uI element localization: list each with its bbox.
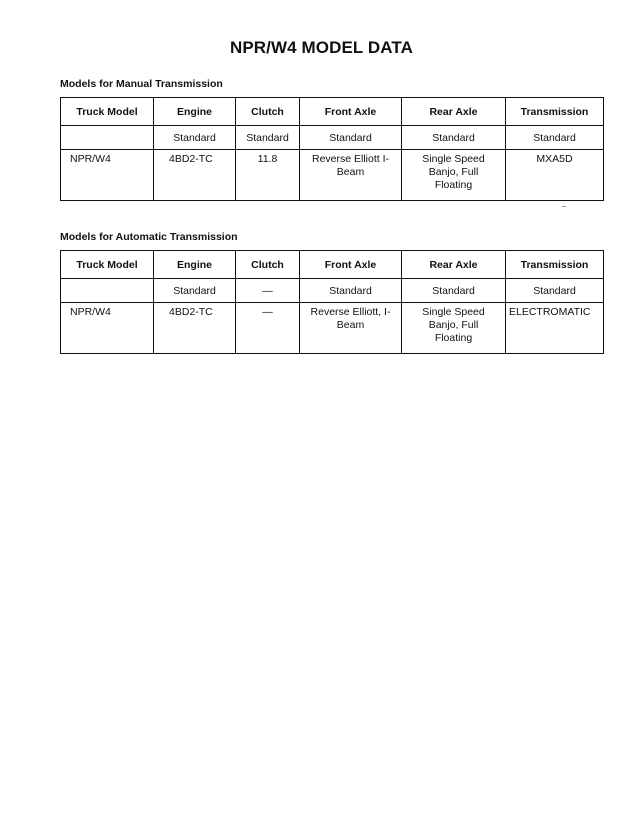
table-cell: 11.8 [236, 150, 300, 201]
table-cell: Single Speed Banjo, Full Floating [402, 150, 506, 201]
manual-section-heading: Models for Manual Transmission [60, 78, 223, 90]
manual-transmission-table [60, 97, 604, 201]
column-header-transmission: Transmission [506, 98, 604, 126]
table-cell [61, 126, 154, 150]
column-header-front-axle: Front Axle [300, 98, 402, 126]
table-row [61, 303, 604, 354]
table-row [61, 150, 604, 201]
table-row [61, 126, 604, 150]
column-header-engine: Engine [154, 98, 236, 126]
column-header-truck-model: Truck Model [61, 98, 154, 126]
table-cell [61, 279, 154, 303]
table-cell: Standard [154, 279, 236, 303]
table-cell: 4BD2-TC [154, 150, 236, 201]
scan-speck [562, 206, 566, 207]
table-cell: Standard [402, 126, 506, 150]
table-cell: — [236, 279, 300, 303]
table-cell: Standard [506, 279, 604, 303]
column-header-rear-axle: Rear Axle [402, 251, 506, 279]
table-cell: Standard [506, 126, 604, 150]
table-cell: NPR/W4 [61, 150, 154, 201]
table-cell: NPR/W4 [61, 303, 154, 354]
table-cell: Standard [154, 126, 236, 150]
table-cell: ELECTROMATIC [506, 303, 604, 354]
automatic-transmission-table [60, 250, 604, 354]
table-cell: Standard [236, 126, 300, 150]
column-header-clutch: Clutch [236, 251, 300, 279]
column-header-engine: Engine [154, 251, 236, 279]
page-title: NPR/W4 MODEL DATA [229, 38, 414, 57]
table-row [61, 279, 604, 303]
table-cell: Standard [300, 279, 402, 303]
table-header-row [61, 251, 604, 279]
column-header-front-axle: Front Axle [300, 251, 402, 279]
table-cell: Single Speed Banjo, Full Floating [402, 303, 506, 354]
column-header-transmission: Transmission [506, 251, 604, 279]
table-cell: MXA5D [506, 150, 604, 201]
table-cell: Standard [402, 279, 506, 303]
column-header-truck-model: Truck Model [61, 251, 154, 279]
table-cell: Standard [300, 126, 402, 150]
table-cell: 4BD2-TC [154, 303, 236, 354]
column-header-rear-axle: Rear Axle [402, 98, 506, 126]
table-header-row [61, 98, 604, 126]
column-header-clutch: Clutch [236, 98, 300, 126]
automatic-section-heading: Models for Automatic Transmission [60, 231, 238, 243]
table-cell: Reverse Elliott, I-Beam [300, 303, 402, 354]
table-cell: Reverse Elliott I-Beam [300, 150, 402, 201]
table-cell: — [236, 303, 300, 354]
